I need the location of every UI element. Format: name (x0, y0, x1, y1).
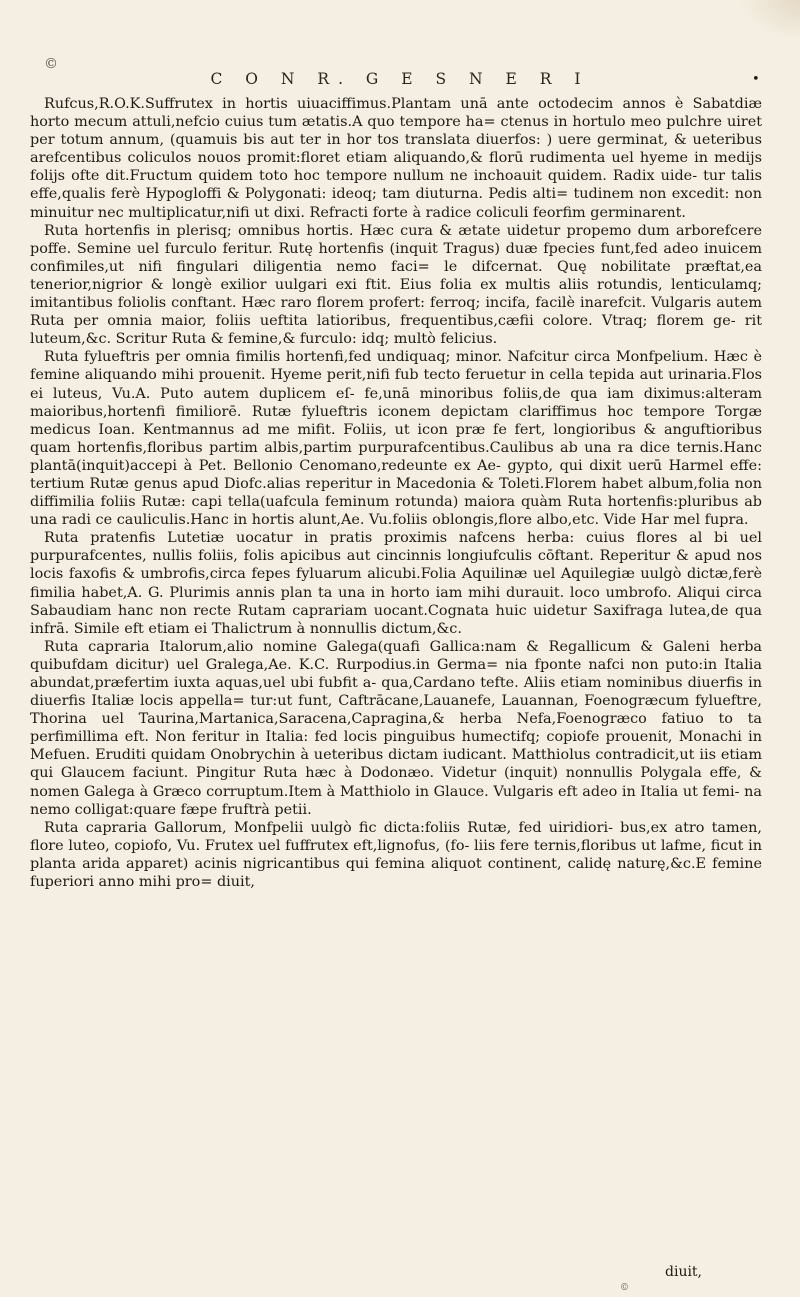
paragraph-ruta-hortensis: Ruta hortenfis in plerisq; omnibus hortis. Hæc cura & ætate uidetur propemo dum arborefcere poffe. Semine uel furculo feritur. Rutę hortenfis (inquit Tragus) duæ fpecies funt,fed adeo inuicem confimiles,ut nifi fingulari diligentia nemo faci= le difcernat. Quę nobilitate præftat,ea tenerior,nigrior & longè exilior uulgari exi ftit. Eius folia ex multis aliis rotundis, lenticulamq; imitantibus foliolis conftant. Hæc raro florem profert: ferroq; incifa, facilè inarefcit. Vulgaris autem Ruta per omnia maior, foliis ueftita latioribus, frequentibus,cæfii colore. Vtraq; florem ge- rit luteum,&c. Scritur Ruta & femine,& furculo: idq; multò felicius. (30, 222, 762, 348)
head-bullet: • (752, 72, 760, 87)
ink-mark-bottom: © (620, 1283, 629, 1293)
catchword: diuit, (665, 1264, 703, 1280)
paragraph-ruta-pratensis: Ruta pratenfis Lutetiæ uocatur in pratis proximis nafcens herba: cuius flores al bi uel purpurafcentes, nullis foliis, folis apicibus aut cincinnis longiufculis cōftant. Reperitur & apud nos locis faxofis & umbrofis,circa fepes fyluarum alicubi.Folia Aquilinæ uel Aquilegiæ uulgò dictæ,ferè fimilia habet,A. G. Plurimis annis plan ta una in horto iam mihi durauit. loco umbrofo. Aliqui circa Sabaudiam hanc non recte Rutam caprariam uocant.Cognata huic uidetur Saxifraga lutea,de qua infrā. Simile eft etiam ei Thalictrum à nonnullis dictum,&c. (30, 530, 762, 637)
paragraph-ruta-capraria-italorum: Ruta capraria Italorum,alio nomine Galega(quafi Gallica:nam & Regallicum & Galeni herba quibufdam dicitur) uel Gralega,Ae. K.C. Rurpodius.in Germa= nia fponte nafci non puto:in Italia abundat,præfertim iuxta aquas,uel ubi fubfit a- qua,Cardano tefte. Aliis etiam nominibus diuerfis in diuerfis Italiæ locis appella= tur:ut funt, Caftrācane,Lauanefe, Lauannan, Foenogræcum fylueftre, Thorina uel Taurina,Martanica,Saracena,Capragina,& herba Nefa,Foenogræco fatiuo to ta perfimillima eft. Non feritur in Italia: fed locis pinguibus humectifq; copiofe prouenit, Monachi in Mefuen. Eruditi quidam Onobrychin à ueteribus dictam iudicant. Matthiolus contradicit,ut iis etiam qui Glaucem faciunt. Pingitur Ruta hæc à Dodonæo. Videtur (inquit) nonnullis Polygala effe, & nomen Galega à Græco corruptum.Item à Matthiolo in Glauce. Vulgaris eft adeo in Italia ut femi- na nemo colligat:quare fæpe fruftrà petii. (30, 638, 762, 818)
paper-stain (740, 0, 800, 40)
paragraph-ruta-sylvestris: Ruta fylueftris per omnia fimilis hortenfi,fed undiquaq; minor. Nafcitur circa Monfpelium. Hæc è femine aliquando mihi prouenit. Hyeme perit,nifi fub tecto feruetur in cella tepida aut urinaria.Flos ei luteus, Vu.A. Puto autem duplicem eſ- fe,unā minoribus foliis,de qua iam diximus:alteram maioribus,hortenfi fimiliorē. Rutæ fylueftris iconem depictam clariffimus hoc tempore Torgæ medicus Ioan. Kentmannus ad me mifit. Foliis, ut icon præ fe fert, longioribus & anguftioribus quam hortenfis,floribus partim albis,partim purpurafcentibus.Caulibus ab una ra dice ternis.Hanc plantā(inquit)accepi à Pet. Bellonio Cenomano,redeunte ex Ae- gypto, qui dixit uerū Harmel effe: tertium Rutæ genus apud Diofc.alias reperitur in Macedonia & Toleti.Florem habet album,folia non diffimilia foliis Rutæ: capi tella(uafcula feminum rotunda) maiora quàm Ruta hortenfis:pluribus ab una radi ce cauliculis.Hanc in hortis alunt,Ae. Vu.foliis oblongis,flore albo,etc. Vide Har mel fupra. (30, 349, 762, 529)
ink-mark: © (44, 56, 58, 72)
running-head: C O N R. G E S N E R I (210, 70, 590, 88)
paragraph-ruta-capraria-gallorum: Ruta capraria Gallorum, Monfpelii uulgò fic dicta:foliis Rutæ, fed uiridiori- bus,ex atro tamen, flore luteo, copiofo, Vu. Frutex uel fuffrutex eft,lignofus, (fo- liis fere ternis,floribus ut lafme, ficut in planta arida apparet) acinis nigricantibus qui femina aliquot continent, calidę naturę,&c.E femine fuperiori anno mihi pro= diuit, (30, 819, 762, 891)
paragraph-rufcus: Rufcus,R.O.K.Suffrutex in hortis uiuaciffimus.Plantam unā ante octodecim annos è Sabatdiæ horto mecum attuli,nefcio cuius tum ætatis.A quo tempore ha= ctenus in hortulo meo pulchre uiret per totum annum, (quamuis bis aut ter in hor tos translata diuerfos: ) uere germinat, & ueteribus arefcentibus coliculos nouos promit:floret etiam aliquando,& florū rudimenta uel hyeme in medijs folijs ofte dit.Fructum quidem toto hoc tempore nullum ne inchoauit quidem. Radix uide- tur talis effe,qualis ferè Hypogloffi & Polygonati: ideoq; tam diuturna. Pedis alti= tudinem non excedit: non minuitur nec multiplicatur,nifi ut dixi. Refracti forte à radice coliculi feorfim germinarent. (30, 96, 762, 221)
text-body (30, 95, 762, 891)
